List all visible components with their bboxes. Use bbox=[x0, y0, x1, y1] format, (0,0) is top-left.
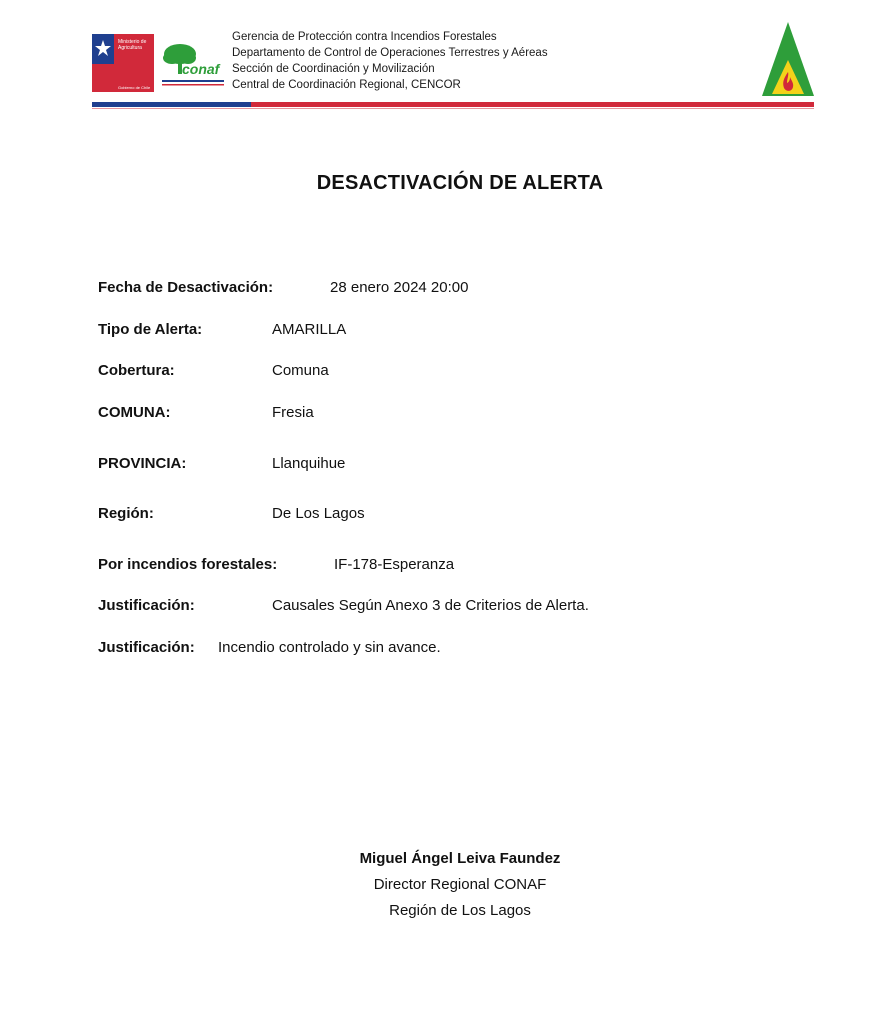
fire-prevention-triangle-logo bbox=[762, 22, 814, 98]
signatory-name: Miguel Ángel Leiva Faundez bbox=[359, 850, 561, 867]
field-label: Fecha de Desactivación: bbox=[98, 279, 274, 296]
svg-text:conaf: conaf bbox=[182, 61, 220, 77]
svg-text:Agricultura: Agricultura bbox=[118, 45, 142, 51]
letterhead-line: Gerencia de Protección contra Incendios Forestales bbox=[232, 31, 497, 43]
letterhead bbox=[92, 22, 814, 110]
field-label: Justificación: bbox=[98, 639, 195, 656]
field-value: Fresia bbox=[272, 404, 314, 421]
field-value: De Los Lagos bbox=[272, 505, 365, 522]
signatory-region: Región de Los Lagos bbox=[389, 902, 531, 919]
field-label: COMUNA: bbox=[98, 404, 171, 421]
letterhead-line: Departamento de Control de Operaciones Terrestres y Aéreas bbox=[232, 47, 548, 59]
document-title: DESACTIVACIÓN DE ALERTA bbox=[316, 172, 604, 194]
field-label: Por incendios forestales: bbox=[98, 556, 278, 573]
field-value: Llanquihue bbox=[272, 455, 346, 472]
svg-text:Ministerio de: Ministerio de bbox=[118, 39, 147, 45]
field-label: Tipo de Alerta: bbox=[98, 321, 203, 338]
field-label: Justificación: bbox=[98, 597, 195, 614]
conaf-logo bbox=[160, 40, 226, 88]
signature-block bbox=[0, 846, 870, 924]
field-label: Región: bbox=[98, 505, 154, 522]
letterhead-line: Sección de Coordinación y Movilización bbox=[232, 63, 435, 75]
field-value: Causales Según Anexo 3 de Criterios de Alerta. bbox=[272, 597, 589, 614]
letterhead-line: Central de Coordinación Regional, CENCOR bbox=[232, 79, 461, 91]
letterhead-divider bbox=[92, 102, 814, 107]
field-value: Incendio controlado y sin avance. bbox=[218, 639, 441, 656]
signatory-position: Director Regional CONAF bbox=[373, 876, 547, 893]
letterhead-text bbox=[232, 29, 548, 93]
field-label: PROVINCIA: bbox=[98, 455, 187, 472]
field-value: 28 enero 2024 20:00 bbox=[330, 279, 469, 296]
ministry-of-agriculture-logo bbox=[92, 34, 154, 92]
field-value: Comuna bbox=[272, 362, 329, 379]
field-value: IF-178-Esperanza bbox=[334, 556, 455, 573]
field-value: AMARILLA bbox=[272, 321, 347, 338]
field-label: Cobertura: bbox=[98, 362, 175, 379]
letterhead-divider-thin bbox=[92, 108, 814, 109]
svg-text:Gobierno de Chile: Gobierno de Chile bbox=[118, 85, 151, 90]
